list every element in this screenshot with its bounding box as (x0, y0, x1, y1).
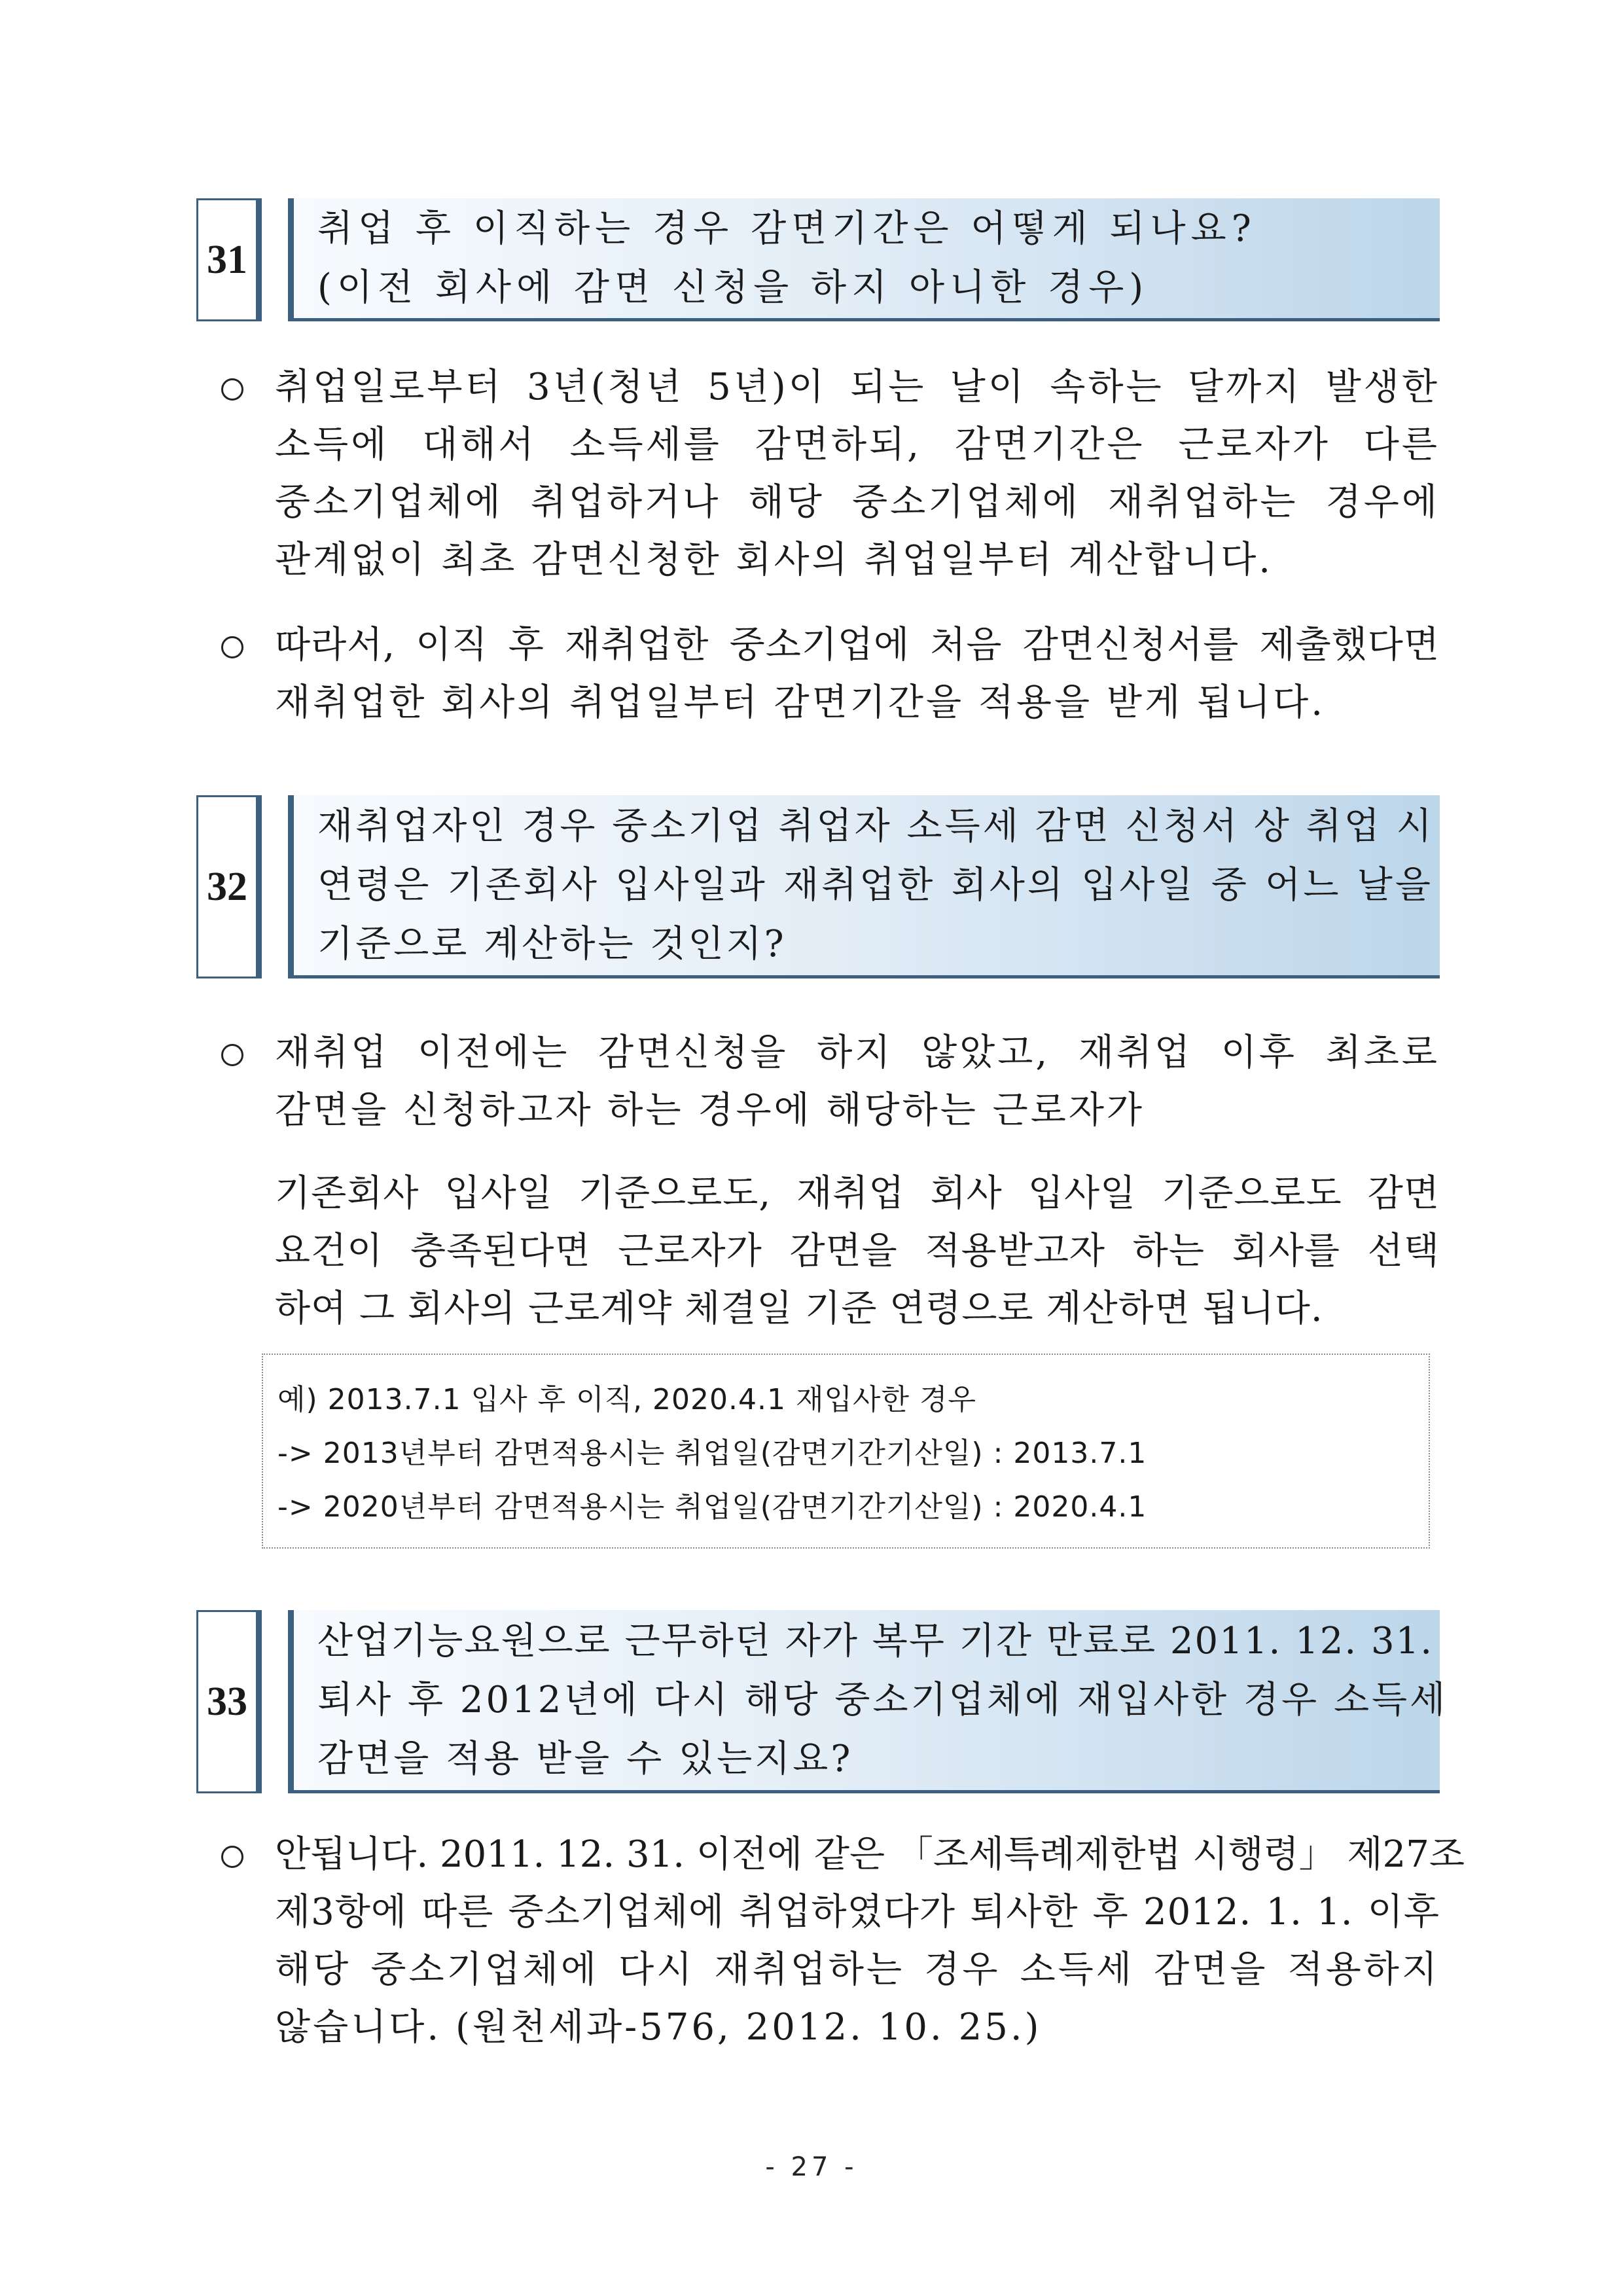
question-box (288, 1610, 1448, 1793)
bullet-circle-icon (221, 378, 243, 401)
example-box (262, 1354, 1430, 1549)
example-line: -> 2020년부터 감면적용시는 취업일(감면기간기산일) : 2020.4.1 (277, 1490, 1147, 1524)
question-number: 33 (196, 1610, 262, 1793)
answer-line: 감면을 신청하고자 하는 경우에 해당하는 근로자가 (275, 1089, 1145, 1132)
question-line: 퇴사 후 2012년에 다시 해당 중소기업체에 재입사한 경우 소득세 (317, 1678, 1448, 1721)
question-line: 감면을 적용 받을 수 있는지요? (317, 1737, 853, 1780)
answer-33 (216, 1826, 1465, 2056)
answer-paragraph (216, 1024, 1440, 1139)
answer-line: 하여 그 회사의 근로계약 체결일 기준 연령으로 계산하면 됩니다. (275, 1287, 1323, 1330)
answer-line: 중소기업체에 취업하거나 해당 중소기업체에 재취업하는 경우에 (275, 481, 1440, 524)
answer-line: 재취업 이전에는 감면신청을 하지 않았고, 재취업 이후 최초로 (275, 1031, 1440, 1074)
answer-line: 취업일로부터 3년(청년 5년)이 되는 날이 속하는 달까지 발생한 (275, 366, 1440, 408)
answer-line: 따라서, 이직 후 재취업한 중소기업에 처음 감면신청서를 제출했다면 (275, 624, 1440, 666)
question-line: 기준으로 계산하는 것인지? (317, 922, 787, 965)
answer-line: 재취업한 회사의 취업일부터 감면기간을 적용을 받게 됩니다. (275, 681, 1326, 724)
question-box (288, 795, 1440, 978)
answer-32-b (275, 1165, 1440, 1338)
page-number: - 27 - (765, 2152, 858, 2182)
answer-line: 않습니다. (원천세과-576, 2012. 10. 25.) (275, 2006, 1042, 2049)
example-line: 예) 2013.7.1 입사 후 이직, 2020.4.1 재입사한 경우 (277, 1383, 976, 1416)
answer-31-b (216, 617, 1440, 732)
bullet-circle-icon (221, 1846, 243, 1868)
question-line: 산업기능요원으로 근무하던 자가 복무 기간 만료로 2011. 12. 31. (317, 1619, 1433, 1662)
question-31 (196, 198, 1440, 321)
answer-line: 안됩니다. 2011. 12. 31. 이전에 같은 「조세특례제한법 시행령」 제27조 (275, 1833, 1465, 1876)
answer-line: 해당 중소기업체에 다시 재취업하는 경우 소득세 감면을 적용하지 (275, 1948, 1440, 1991)
answer-line: 요건이 충족된다면 근로자가 감면을 적용받고자 하는 회사를 선택 (275, 1230, 1440, 1272)
bullet-circle-icon (221, 1044, 243, 1066)
question-32 (196, 795, 1440, 978)
answer-paragraph (216, 359, 1440, 589)
answer-line: 소득에 대해서 소득세를 감면하되, 감면기간은 근로자가 다른 (275, 423, 1440, 466)
question-number: 32 (196, 795, 262, 978)
answer-line: 제3항에 따른 중소기업체에 취업하였다가 퇴사한 후 2012. 1. 1. 이후 (275, 1891, 1440, 1933)
example-line: -> 2013년부터 감면적용시는 취업일(감면기간기산일) : 2013.7.1 (277, 1437, 1147, 1470)
question-line: 재취업자인 경우 중소기업 취업자 소득세 감면 신청서 상 취업 시 (317, 804, 1435, 848)
answer-line: 관계없이 최초 감면신청한 회사의 취업일부터 계산합니다. (275, 539, 1274, 581)
answer-paragraph (216, 617, 1440, 732)
answer-line: 기존회사 입사일 기준으로도, 재취업 회사 입사일 기준으로도 감면 (275, 1172, 1440, 1215)
bullet-circle-icon (221, 636, 243, 658)
answer-paragraph (216, 1826, 1465, 2056)
answer-32-a (216, 1024, 1440, 1139)
question-box (288, 198, 1440, 321)
question-line: 연령은 기존회사 입사일과 재취업한 회사의 입사일 중 어느 날을 (317, 863, 1433, 906)
question-number: 31 (196, 198, 262, 321)
question-line: (이전 회사에 감면 신청을 하지 아니한 경우) (317, 266, 1149, 309)
question-line: 취업 후 이직하는 경우 감면기간은 어떻게 되나요? (317, 207, 1257, 250)
answer-31-a (216, 359, 1440, 589)
question-33 (196, 1610, 1448, 1793)
